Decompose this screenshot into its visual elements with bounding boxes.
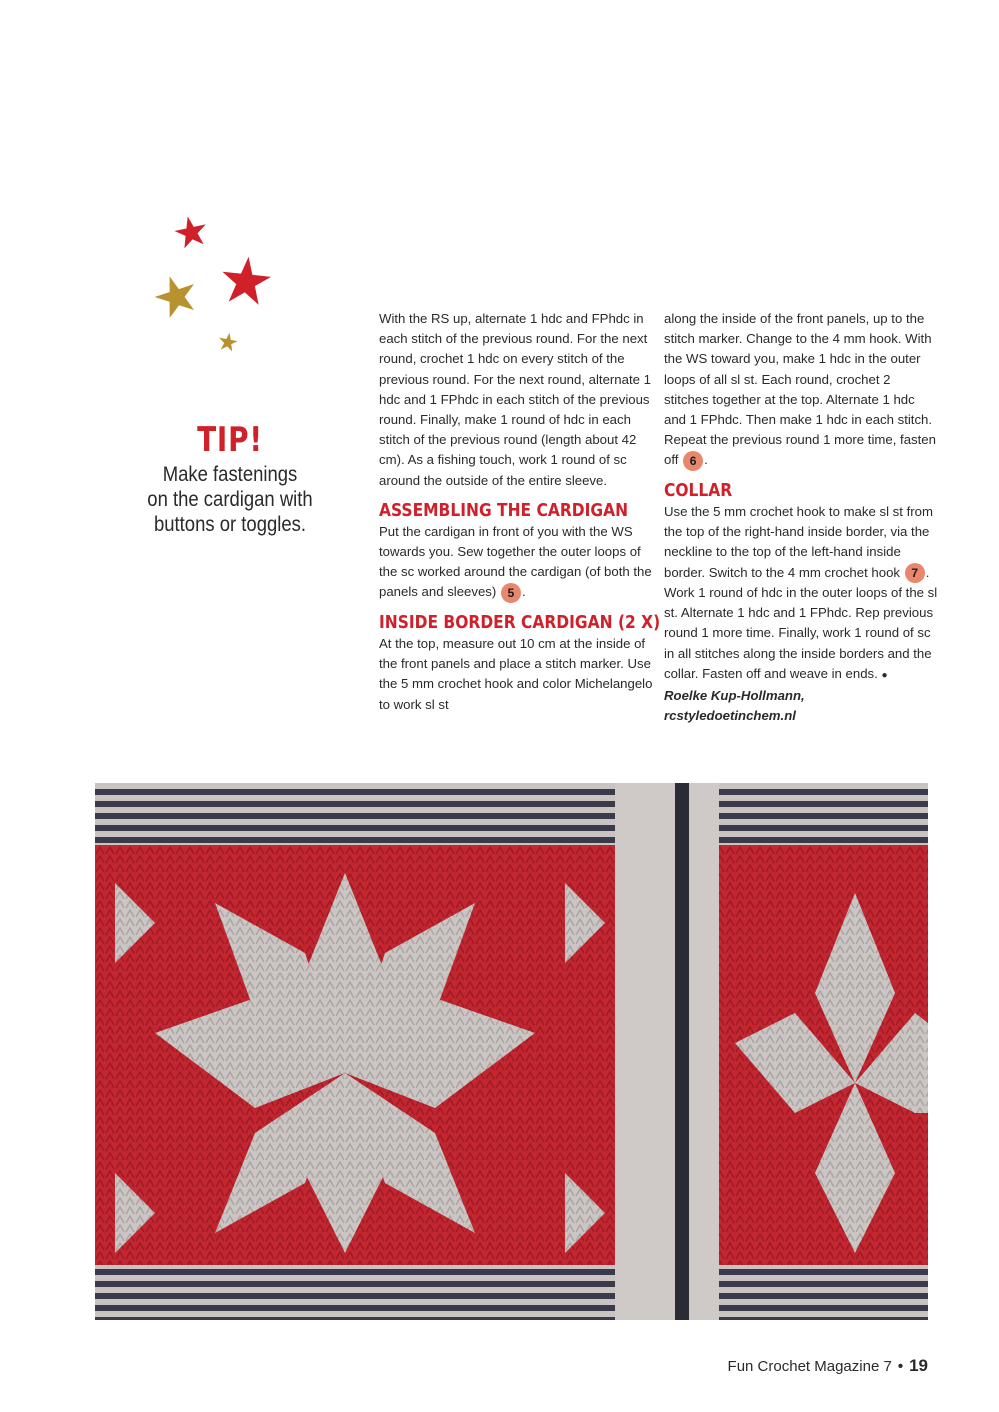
text-column-left: [379, 309, 661, 715]
inside-border-instructions: At the top, measure out 10 cm at the inside of the front panels and place a stitch marker. Use the 5 mm crochet hook and color Michelangelo to work sl st: [379, 635, 653, 712]
text-column-right: [664, 309, 938, 726]
inside-border-continued: [664, 309, 938, 471]
star-icon: [174, 215, 208, 249]
author-name: Roelke Kup-Hollmann,: [664, 688, 805, 704]
inside-border-text: along the inside of the front panels, up to the stitch marker. Change to the 4 mm hook. With the WS toward you, make 1 hdc in the outer loops of all sl st. Each round, crochet 2 stitches together at the top. Alternate 1 hdc and 1 FPhdc. Then make 1 hdc in each stitch. Repeat the previous round 1 more time, fasten off: [664, 311, 936, 468]
crochet-pattern-image: [95, 783, 928, 1320]
bullet-icon: ●: [881, 669, 888, 681]
heading-inside-border: INSIDE BORDER CARDIGAN (2 X): [379, 611, 661, 633]
step-badge-6: 6: [683, 451, 703, 471]
star-icon: [154, 274, 198, 318]
collar-text-1: Use the 5 mm crochet hook to make sl st from the top of the right-hand inside border, via the neckline to the top of the left-hand inside border. Switch to the 4 mm crochet hook: [664, 503, 933, 580]
collar-instructions: [664, 502, 938, 686]
tip-line: buttons or toggles.: [153, 513, 307, 536]
page-footer: [728, 1356, 928, 1376]
crochet-cardigan-photo: [95, 783, 928, 1320]
heading-collar: COLLAR: [664, 479, 733, 501]
tip-line: Make fastenings: [162, 463, 298, 486]
star-icon: [218, 332, 238, 352]
step-badge-5: 5: [501, 583, 521, 603]
assembling-end: .: [521, 584, 526, 600]
assembling-text: Put the cardigan in front of you with the WS towards you. Sew together the outer loops of the sc worked around the cardigan (of both the panels and sleeves): [379, 523, 652, 600]
tip-text: [124, 462, 335, 537]
magazine-title: Fun Crochet Magazine 7: [727, 1358, 892, 1375]
step-badge-7: 7: [905, 563, 925, 583]
decorative-stars: [150, 210, 280, 360]
tip-line: on the cardigan with: [147, 488, 313, 511]
assembling-instructions: [379, 522, 653, 603]
sleeve-instructions: With the RS up, alternate 1 hdc and FPhdc in each stitch of the previous round. For the next round, crochet 1 hdc on every stitch of the previous round. For the next round, alternate 1 hdc and 1 FPhdc in each stitch of the previous round. Finally, make 1 round of hdc in each stitch of the previous round (length about 42 cm). As a fishing touch, work 1 round of sc around the outside of the entire sleeve.: [379, 311, 651, 488]
inside-border-end: .: [704, 452, 708, 468]
heading-assembling: ASSEMBLING THE CARDIGAN: [379, 499, 629, 521]
star-icon: [220, 255, 272, 307]
tip-box: [110, 420, 350, 537]
author-website: rcstyledoetinchem.nl: [664, 708, 796, 724]
tip-title: TIP!: [197, 420, 263, 460]
collar-text-2: . Work 1 round of hdc in the outer loops of the sl st. Alternate 1 hdc and 1 FPhdc. Rep previous round 1 more time. Finally, work 1 round of sc in all stitches along the inside borders and the collar. Fasten off and weave in ends.: [664, 564, 938, 681]
footer-separator: •: [897, 1358, 904, 1375]
page-number: 19: [909, 1356, 928, 1375]
